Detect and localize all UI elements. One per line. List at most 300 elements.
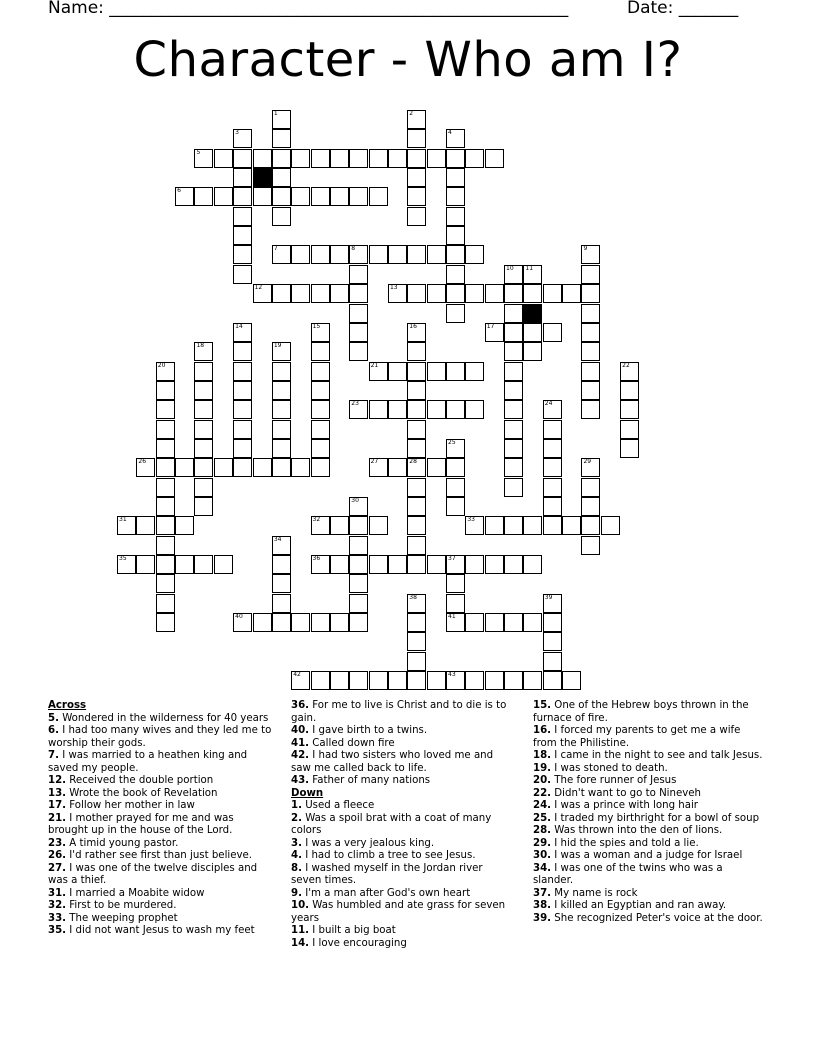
crossword-cell[interactable] bbox=[581, 265, 600, 284]
crossword-cell[interactable] bbox=[581, 381, 600, 400]
crossword-cell[interactable] bbox=[233, 400, 252, 419]
crossword-cell[interactable] bbox=[194, 420, 213, 439]
crossword-cell[interactable] bbox=[446, 594, 465, 613]
crossword-cell[interactable] bbox=[407, 420, 426, 439]
crossword-cell[interactable] bbox=[349, 400, 368, 419]
crossword-cell[interactable] bbox=[349, 555, 368, 574]
crossword-cell[interactable] bbox=[388, 362, 407, 381]
crossword-cell[interactable] bbox=[253, 149, 272, 168]
crossword-cell[interactable] bbox=[504, 265, 523, 284]
crossword-cell[interactable] bbox=[233, 129, 252, 148]
crossword-cell[interactable] bbox=[349, 497, 368, 516]
crossword-cell[interactable] bbox=[581, 497, 600, 516]
crossword-cell[interactable] bbox=[311, 381, 330, 400]
crossword-cell[interactable] bbox=[194, 555, 213, 574]
crossword-cell[interactable] bbox=[620, 420, 639, 439]
crossword-cell[interactable] bbox=[543, 400, 562, 419]
crossword-cell[interactable] bbox=[272, 245, 291, 264]
crossword-cell[interactable] bbox=[407, 652, 426, 671]
crossword-cell[interactable] bbox=[407, 613, 426, 632]
crossword-cell[interactable] bbox=[272, 284, 291, 303]
crossword-cell[interactable] bbox=[446, 304, 465, 323]
crossword-cell[interactable] bbox=[233, 420, 252, 439]
crossword-cell[interactable] bbox=[330, 149, 349, 168]
crossword-cell[interactable] bbox=[523, 284, 542, 303]
crossword-cell[interactable] bbox=[407, 381, 426, 400]
crossword-cell[interactable] bbox=[311, 284, 330, 303]
crossword-cell[interactable] bbox=[349, 516, 368, 535]
crossword-cell[interactable] bbox=[272, 439, 291, 458]
crossword-cell[interactable] bbox=[330, 613, 349, 632]
crossword-cell[interactable] bbox=[446, 497, 465, 516]
crossword-cell[interactable] bbox=[562, 516, 581, 535]
crossword-cell[interactable] bbox=[465, 362, 484, 381]
crossword-cell[interactable] bbox=[427, 400, 446, 419]
crossword-cell[interactable] bbox=[233, 458, 252, 477]
crossword-cell[interactable] bbox=[311, 458, 330, 477]
crossword-cell[interactable] bbox=[543, 497, 562, 516]
crossword-cell[interactable] bbox=[388, 149, 407, 168]
clue-item bbox=[291, 813, 516, 838]
crossword-cell[interactable] bbox=[349, 245, 368, 264]
crossword-cell[interactable] bbox=[156, 458, 175, 477]
crossword-cell[interactable] bbox=[427, 149, 446, 168]
crossword-cell[interactable] bbox=[407, 632, 426, 651]
crossword-cell[interactable] bbox=[523, 613, 542, 632]
crossword-cell[interactable] bbox=[311, 323, 330, 342]
crossword-cell[interactable] bbox=[446, 458, 465, 477]
crossword-cell[interactable] bbox=[272, 400, 291, 419]
crossword-cell[interactable] bbox=[272, 555, 291, 574]
crossword-cell[interactable] bbox=[156, 420, 175, 439]
crossword-cell[interactable] bbox=[485, 284, 504, 303]
crossword-cell[interactable] bbox=[291, 149, 310, 168]
crossword-cell[interactable] bbox=[233, 613, 252, 632]
crossword-cell[interactable] bbox=[407, 536, 426, 555]
crossword-cell[interactable] bbox=[349, 613, 368, 632]
crossword-cell[interactable] bbox=[446, 245, 465, 264]
crossword-cell[interactable] bbox=[136, 516, 155, 535]
crossword-cell[interactable] bbox=[407, 323, 426, 342]
crossword-cell[interactable] bbox=[446, 284, 465, 303]
clue-text: I love encouraging bbox=[309, 937, 407, 949]
crossword-cell[interactable] bbox=[543, 478, 562, 497]
clue-number: 7. bbox=[48, 750, 59, 761]
crossword-cell[interactable] bbox=[620, 400, 639, 419]
crossword-cell[interactable] bbox=[504, 516, 523, 535]
crossword-cell[interactable] bbox=[485, 555, 504, 574]
crossword-cell[interactable] bbox=[543, 516, 562, 535]
crossword-cell[interactable] bbox=[349, 671, 368, 690]
crossword-cell[interactable] bbox=[311, 245, 330, 264]
crossword-cell[interactable] bbox=[543, 420, 562, 439]
crossword-cell[interactable] bbox=[465, 671, 484, 690]
clue-item bbox=[48, 713, 274, 726]
crossword-cell[interactable] bbox=[330, 516, 349, 535]
crossword-cell[interactable] bbox=[407, 245, 426, 264]
crossword-cell[interactable] bbox=[117, 516, 136, 535]
crossword-cell[interactable] bbox=[175, 555, 194, 574]
crossword-cell[interactable] bbox=[581, 284, 600, 303]
cell-number: 27 bbox=[370, 458, 379, 466]
crossword-cell[interactable] bbox=[446, 671, 465, 690]
clue-item bbox=[48, 775, 274, 788]
crossword-cell[interactable] bbox=[504, 362, 523, 381]
crossword-cell[interactable] bbox=[504, 439, 523, 458]
crossword-cell[interactable] bbox=[581, 323, 600, 342]
crossword-cell[interactable] bbox=[311, 342, 330, 361]
crossword-cell[interactable] bbox=[407, 149, 426, 168]
crossword-cell[interactable] bbox=[388, 671, 407, 690]
crossword-cell[interactable] bbox=[427, 555, 446, 574]
crossword-cell[interactable] bbox=[620, 439, 639, 458]
crossword-cell[interactable] bbox=[369, 149, 388, 168]
crossword-cell[interactable] bbox=[311, 613, 330, 632]
crossword-cell[interactable] bbox=[253, 458, 272, 477]
clue-text: I was a prince with long hair bbox=[551, 800, 698, 811]
crossword-cell[interactable] bbox=[156, 381, 175, 400]
crossword-cell[interactable] bbox=[156, 536, 175, 555]
crossword-cell[interactable] bbox=[214, 458, 233, 477]
crossword-cell[interactable] bbox=[427, 458, 446, 477]
crossword-cell[interactable] bbox=[465, 555, 484, 574]
clue-item bbox=[533, 775, 765, 788]
crossword-cell[interactable] bbox=[349, 149, 368, 168]
clue-number: 3. bbox=[291, 837, 302, 849]
crossword-cell[interactable] bbox=[291, 187, 310, 206]
crossword-cell[interactable] bbox=[369, 516, 388, 535]
crossword-cell[interactable] bbox=[194, 400, 213, 419]
crossword-cell[interactable] bbox=[543, 458, 562, 477]
crossword-cell[interactable] bbox=[233, 245, 252, 264]
crossword-cell[interactable] bbox=[233, 381, 252, 400]
crossword-cell[interactable] bbox=[272, 129, 291, 148]
crossword-cell[interactable] bbox=[485, 149, 504, 168]
crossword-cell[interactable] bbox=[407, 516, 426, 535]
crossword-cell[interactable] bbox=[349, 574, 368, 593]
crossword-cell[interactable] bbox=[194, 458, 213, 477]
crossword-cell[interactable] bbox=[504, 304, 523, 323]
crossword-cell[interactable] bbox=[446, 149, 465, 168]
crossword-cell[interactable] bbox=[311, 516, 330, 535]
crossword-cell[interactable] bbox=[253, 613, 272, 632]
crossword-cell[interactable] bbox=[253, 284, 272, 303]
crossword-cell[interactable] bbox=[272, 613, 291, 632]
crossword-cell[interactable] bbox=[446, 207, 465, 226]
crossword-cell[interactable] bbox=[233, 265, 252, 284]
crossword-cell[interactable] bbox=[407, 207, 426, 226]
crossword-cell[interactable] bbox=[156, 478, 175, 497]
crossword-cell[interactable] bbox=[446, 168, 465, 187]
crossword-cell[interactable] bbox=[407, 168, 426, 187]
crossword-cell[interactable] bbox=[214, 187, 233, 206]
crossword-cell[interactable] bbox=[523, 323, 542, 342]
crossword-cell[interactable] bbox=[272, 207, 291, 226]
crossword-cell[interactable] bbox=[407, 458, 426, 477]
clue-item bbox=[48, 838, 274, 851]
crossword-cell[interactable] bbox=[175, 458, 194, 477]
clue-number: 6. bbox=[48, 725, 59, 736]
clue-text: I traded my birthright for a bowl of soup bbox=[551, 812, 760, 824]
crossword-cell[interactable] bbox=[388, 400, 407, 419]
crossword-cell[interactable] bbox=[156, 613, 175, 632]
crossword-cell[interactable] bbox=[504, 458, 523, 477]
crossword-cell[interactable] bbox=[407, 594, 426, 613]
crossword-cell[interactable] bbox=[272, 362, 291, 381]
crossword-cell[interactable] bbox=[349, 304, 368, 323]
crossword-cell[interactable] bbox=[523, 516, 542, 535]
crossword-cell[interactable] bbox=[291, 458, 310, 477]
crossword-cell[interactable] bbox=[427, 245, 446, 264]
crossword-cell[interactable] bbox=[311, 187, 330, 206]
crossword-cell[interactable] bbox=[156, 594, 175, 613]
crossword-cell[interactable] bbox=[214, 555, 233, 574]
crossword-cell[interactable] bbox=[465, 245, 484, 264]
crossword-cell[interactable] bbox=[465, 400, 484, 419]
crossword-cell[interactable] bbox=[562, 671, 581, 690]
crossword-cell[interactable] bbox=[233, 226, 252, 245]
crossword-cell[interactable] bbox=[136, 555, 155, 574]
crossword-cell[interactable] bbox=[311, 555, 330, 574]
crossword-cell[interactable] bbox=[543, 323, 562, 342]
crossword-cell[interactable] bbox=[369, 187, 388, 206]
crossword-cell[interactable] bbox=[601, 516, 620, 535]
clue-item bbox=[291, 700, 516, 725]
crossword-cell[interactable] bbox=[465, 149, 484, 168]
crossword-cell[interactable] bbox=[291, 613, 310, 632]
crossword-cell[interactable] bbox=[427, 671, 446, 690]
crossword-cell[interactable] bbox=[369, 671, 388, 690]
crossword-cell[interactable] bbox=[446, 400, 465, 419]
crossword-cell[interactable] bbox=[272, 168, 291, 187]
crossword-cell[interactable] bbox=[446, 574, 465, 593]
crossword-cell[interactable] bbox=[272, 594, 291, 613]
crossword-cell[interactable] bbox=[156, 516, 175, 535]
crossword-cell[interactable] bbox=[543, 671, 562, 690]
crossword-cell[interactable] bbox=[349, 594, 368, 613]
crossword-cell[interactable] bbox=[233, 207, 252, 226]
crossword-cell[interactable] bbox=[581, 478, 600, 497]
crossword-cell[interactable] bbox=[446, 613, 465, 632]
crossword-cell[interactable] bbox=[581, 458, 600, 477]
crossword-cell[interactable] bbox=[194, 149, 213, 168]
crossword-cell[interactable] bbox=[581, 342, 600, 361]
crossword-cell[interactable] bbox=[407, 342, 426, 361]
crossword-cell[interactable] bbox=[543, 439, 562, 458]
crossword-cell[interactable] bbox=[504, 478, 523, 497]
crossword-cell[interactable] bbox=[330, 284, 349, 303]
crossword-cell[interactable] bbox=[272, 574, 291, 593]
crossword-cell[interactable] bbox=[349, 536, 368, 555]
crossword-cell[interactable] bbox=[194, 497, 213, 516]
date-line[interactable]: Date: _______ bbox=[627, 0, 739, 18]
crossword-cell[interactable] bbox=[485, 516, 504, 535]
crossword-cell[interactable] bbox=[272, 110, 291, 129]
crossword-cell[interactable] bbox=[446, 226, 465, 245]
crossword-cell[interactable] bbox=[272, 536, 291, 555]
crossword-cell[interactable] bbox=[388, 284, 407, 303]
crossword-cell[interactable] bbox=[446, 439, 465, 458]
crossword-cell[interactable] bbox=[485, 613, 504, 632]
crossword-cell[interactable] bbox=[446, 555, 465, 574]
clue-number: 25. bbox=[533, 812, 552, 824]
crossword-cell[interactable] bbox=[156, 439, 175, 458]
crossword-cell[interactable] bbox=[233, 342, 252, 361]
crossword-cell[interactable] bbox=[233, 323, 252, 342]
crossword-cell[interactable] bbox=[311, 149, 330, 168]
crossword-cell[interactable] bbox=[581, 536, 600, 555]
crossword-cell[interactable] bbox=[543, 284, 562, 303]
crossword-cell[interactable] bbox=[272, 420, 291, 439]
crossword-cell[interactable] bbox=[253, 187, 272, 206]
crossword-cell[interactable] bbox=[581, 516, 600, 535]
clue-item bbox=[533, 725, 765, 750]
crossword-cell[interactable] bbox=[272, 149, 291, 168]
crossword-cell[interactable] bbox=[504, 381, 523, 400]
crossword-cell[interactable] bbox=[330, 245, 349, 264]
crossword-cell[interactable] bbox=[311, 362, 330, 381]
crossword-cell[interactable] bbox=[504, 671, 523, 690]
crossword-cell[interactable] bbox=[388, 458, 407, 477]
name-line[interactable]: Name: ______________________________________________________ bbox=[48, 0, 569, 18]
crossword-cell[interactable] bbox=[504, 400, 523, 419]
crossword-cell[interactable] bbox=[446, 362, 465, 381]
crossword-cell[interactable] bbox=[214, 149, 233, 168]
crossword-cell[interactable] bbox=[407, 129, 426, 148]
crossword-cell[interactable] bbox=[272, 458, 291, 477]
clue-number: 30. bbox=[533, 850, 552, 861]
crossword-cell[interactable] bbox=[194, 478, 213, 497]
crossword-cell[interactable] bbox=[194, 342, 213, 361]
crossword-cell[interactable] bbox=[194, 381, 213, 400]
crossword-cell[interactable] bbox=[156, 400, 175, 419]
crossword-cell[interactable] bbox=[369, 458, 388, 477]
crossword-cell[interactable] bbox=[407, 439, 426, 458]
crossword-cell[interactable] bbox=[349, 342, 368, 361]
crossword-cell[interactable] bbox=[581, 362, 600, 381]
crossword-cell[interactable] bbox=[194, 187, 213, 206]
crossword-cell[interactable] bbox=[330, 187, 349, 206]
crossword-cell[interactable] bbox=[369, 362, 388, 381]
crossword-cell[interactable] bbox=[233, 149, 252, 168]
crossword-cell[interactable] bbox=[291, 284, 310, 303]
crossword-cell[interactable] bbox=[175, 516, 194, 535]
crossword-cell[interactable] bbox=[465, 613, 484, 632]
crossword-cell[interactable] bbox=[388, 555, 407, 574]
crossword-cell[interactable] bbox=[311, 439, 330, 458]
crossword-cell[interactable] bbox=[407, 671, 426, 690]
crossword-cell[interactable] bbox=[311, 400, 330, 419]
crossword-cell[interactable] bbox=[407, 400, 426, 419]
crossword-cell[interactable] bbox=[581, 400, 600, 419]
crossword-cell[interactable] bbox=[156, 497, 175, 516]
crossword-cell[interactable] bbox=[272, 381, 291, 400]
crossword-cell[interactable] bbox=[369, 400, 388, 419]
crossword-cell[interactable] bbox=[543, 613, 562, 632]
crossword-cell[interactable] bbox=[407, 555, 426, 574]
crossword-cell[interactable] bbox=[117, 555, 136, 574]
crossword-cell[interactable] bbox=[156, 555, 175, 574]
crossword-cell[interactable] bbox=[233, 168, 252, 187]
clue-number: 42. bbox=[291, 750, 310, 761]
crossword-cell[interactable] bbox=[465, 284, 484, 303]
crossword-cell[interactable] bbox=[485, 671, 504, 690]
crossword-cell[interactable] bbox=[330, 555, 349, 574]
crossword-cell[interactable] bbox=[620, 362, 639, 381]
crossword-cell[interactable] bbox=[272, 342, 291, 361]
crossword-cell[interactable] bbox=[349, 323, 368, 342]
crossword-cell[interactable] bbox=[581, 245, 600, 264]
crossword-cell[interactable] bbox=[311, 671, 330, 690]
crossword-cell[interactable] bbox=[504, 284, 523, 303]
crossword-cell[interactable] bbox=[349, 187, 368, 206]
crossword-cell[interactable] bbox=[562, 284, 581, 303]
cell-number: 2 bbox=[409, 110, 414, 117]
crossword-cell[interactable] bbox=[504, 323, 523, 342]
crossword-cell[interactable] bbox=[272, 187, 291, 206]
crossword-cell[interactable] bbox=[330, 671, 349, 690]
crossword-cell[interactable] bbox=[485, 323, 504, 342]
crossword-cell[interactable] bbox=[543, 632, 562, 651]
clue-text: Wrote the book of Revelation bbox=[66, 787, 218, 799]
crossword-cell[interactable] bbox=[369, 245, 388, 264]
cell-number: 16 bbox=[409, 322, 417, 330]
crossword-cell[interactable] bbox=[446, 187, 465, 206]
crossword-cell[interactable] bbox=[388, 245, 407, 264]
crossword-cell[interactable] bbox=[446, 478, 465, 497]
crossword-cell[interactable] bbox=[156, 574, 175, 593]
crossword-cell[interactable] bbox=[194, 362, 213, 381]
crossword-cell[interactable] bbox=[407, 187, 426, 206]
crossword-cell[interactable] bbox=[427, 362, 446, 381]
crossword-cell[interactable] bbox=[523, 342, 542, 361]
crossword-cell[interactable] bbox=[136, 458, 155, 477]
crossword-cell[interactable] bbox=[311, 420, 330, 439]
crossword-cell[interactable] bbox=[156, 362, 175, 381]
crossword-cell[interactable] bbox=[446, 129, 465, 148]
crossword-cell[interactable] bbox=[407, 284, 426, 303]
crossword-cell[interactable] bbox=[175, 187, 194, 206]
crossword-cell[interactable] bbox=[504, 420, 523, 439]
crossword-cell[interactable] bbox=[349, 265, 368, 284]
crossword-cell[interactable] bbox=[543, 594, 562, 613]
crossword-cell[interactable] bbox=[369, 555, 388, 574]
crossword-cell[interactable] bbox=[427, 284, 446, 303]
crossword-cell[interactable] bbox=[349, 284, 368, 303]
crossword-cell[interactable] bbox=[543, 652, 562, 671]
crossword-cell[interactable] bbox=[504, 613, 523, 632]
crossword-cell[interactable] bbox=[233, 362, 252, 381]
crossword-cell[interactable] bbox=[407, 478, 426, 497]
crossword-cell[interactable] bbox=[233, 439, 252, 458]
crossword-cell[interactable] bbox=[233, 187, 252, 206]
crossword-cell[interactable] bbox=[581, 304, 600, 323]
crossword-cell[interactable] bbox=[407, 110, 426, 129]
crossword-cell[interactable] bbox=[446, 265, 465, 284]
crossword-cell[interactable] bbox=[523, 265, 542, 284]
crossword-cell[interactable] bbox=[523, 555, 542, 574]
crossword-cell[interactable] bbox=[620, 381, 639, 400]
crossword-cell[interactable] bbox=[291, 245, 310, 264]
crossword-cell[interactable] bbox=[465, 516, 484, 535]
crossword-cell[interactable] bbox=[291, 671, 310, 690]
crossword-cell[interactable] bbox=[504, 555, 523, 574]
crossword-cell[interactable] bbox=[407, 362, 426, 381]
crossword-cell[interactable] bbox=[523, 671, 542, 690]
crossword-cell[interactable] bbox=[194, 439, 213, 458]
crossword-cell[interactable] bbox=[504, 342, 523, 361]
crossword-cell[interactable] bbox=[407, 497, 426, 516]
